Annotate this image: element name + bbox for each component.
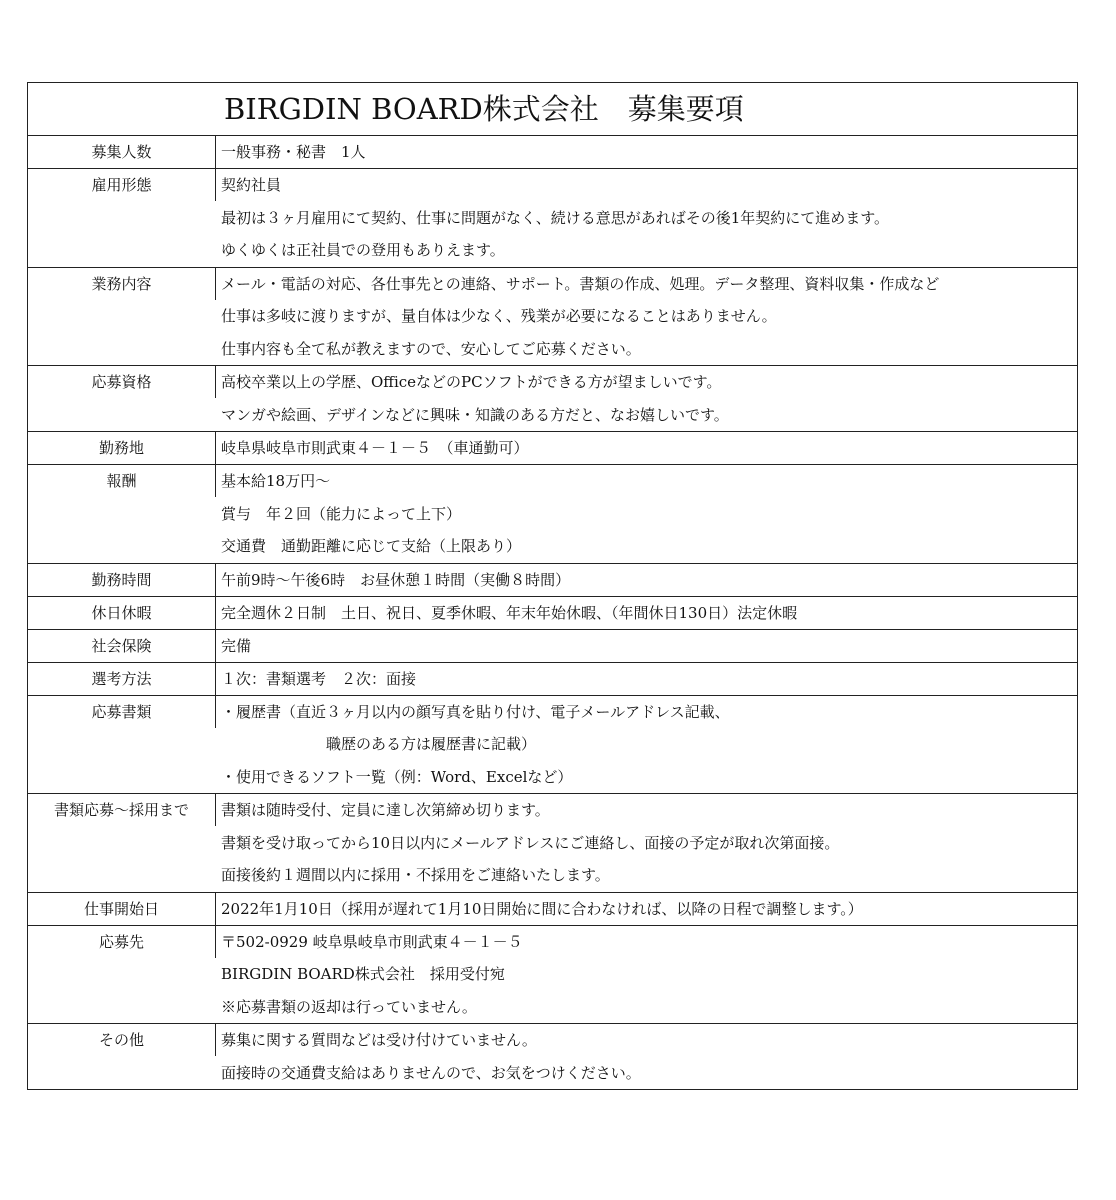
- content-line: 最初は３ヶ月雇用にて契約、仕事に問題がなく、続ける意思があればその後1年契約にて進めます。: [221, 208, 890, 227]
- row-content: [216, 597, 1077, 629]
- row-label: 雇用形態: [28, 169, 216, 201]
- row-label: 書類応募〜採用まで: [28, 794, 216, 826]
- content-line: 2022年1月10日（採用が遅れて1月10日開始に間に合わなければ、以降の日程で調整します。）: [221, 899, 863, 918]
- document-title: BIRGDIN BOARD株式会社 募集要項: [28, 83, 1077, 136]
- row-content: [216, 663, 1077, 695]
- content-line: ・使用できるソフト一覧（例：Word、Excelなど）: [221, 767, 573, 786]
- table-row: [28, 893, 1077, 926]
- row-content: [216, 432, 1077, 464]
- row-label: 休日休暇: [28, 597, 216, 629]
- content-line: ・履歴書（直近３ヶ月以内の顔写真を貼り付け、電子メールアドレス記載、: [221, 702, 730, 721]
- content-line: 岐阜県岐阜市則武東４－１－５ （車通勤可）: [221, 439, 529, 457]
- table-row: [28, 663, 1077, 696]
- content-line: 基本給18万円〜: [221, 472, 331, 490]
- recruitment-table: [27, 82, 1078, 1090]
- row-content: [216, 893, 1077, 925]
- content-line: ゆくゆくは正社員での登用もありえます。: [221, 241, 505, 259]
- content-line: 面接後約１週間以内に採用・不採用をご連絡いたします。: [221, 866, 610, 884]
- table-row: [28, 597, 1077, 630]
- row-content: [216, 630, 1077, 662]
- row-label: 社会保険: [28, 630, 216, 662]
- content-line: メール・電話の対応、各仕事先との連絡、サポート。書類の作成、処理。データ整理、資料収集・作成など: [221, 274, 940, 293]
- content-line: 賞与 年２回（能力によって上下）: [221, 504, 462, 523]
- row-label: 業務内容: [28, 268, 216, 300]
- content-line: 書類を受け取ってから10日以内にメールアドレスにご連絡し、面接の予定が取れ次第面接。: [221, 833, 840, 852]
- table-row: [28, 432, 1077, 465]
- row-label: 勤務時間: [28, 564, 216, 596]
- content-line: 面接時の交通費支給はありませんので、お気をつけください。: [221, 1063, 641, 1082]
- row-label: その他: [28, 1024, 216, 1056]
- row-label: 選考方法: [28, 663, 216, 695]
- row-content: [216, 564, 1077, 596]
- content-line: １次：書類選考 ２次：面接: [221, 669, 417, 688]
- table-row: [28, 696, 1077, 795]
- row-label: 報酬: [28, 465, 216, 497]
- table-row: [28, 926, 1077, 1025]
- content-line: 高校卒業以上の学歴、OfficeなどのPCソフトができる方が望ましいです。: [221, 373, 722, 391]
- content-line: 契約社員: [221, 176, 282, 194]
- content-line: 仕事内容も全て私が教えますので、安心してご応募ください。: [221, 339, 641, 358]
- table-body: [28, 136, 1077, 1089]
- content-line: 書類は随時受付、定員に達し次第締め切ります。: [221, 801, 550, 819]
- row-label: 仕事開始日: [28, 893, 216, 925]
- content-line: 完備: [221, 636, 252, 655]
- row-content: [216, 169, 1077, 267]
- content-line: マンガや絵画、デザインなどに興味・知識のある方だと、なお嬉しいです。: [221, 405, 729, 424]
- content-line: 〒502-0929 岐阜県岐阜市則武東４－１－５: [221, 932, 523, 951]
- row-content: [216, 366, 1077, 431]
- table-row: [28, 630, 1077, 663]
- table-row: [28, 268, 1077, 367]
- row-label: 募集人数: [28, 136, 216, 168]
- table-row: [28, 564, 1077, 597]
- table-row: [28, 794, 1077, 893]
- row-content: [216, 794, 1077, 892]
- content-line: ※応募書類の返却は行っていません。: [221, 997, 477, 1016]
- content-line: 募集に関する質問などは受け付けていません。: [221, 1031, 537, 1049]
- row-content: [216, 268, 1077, 366]
- row-label: 応募資格: [28, 366, 216, 398]
- content-line: 職歴のある方は履歴書に記載）: [221, 735, 537, 753]
- content-line: 仕事は多岐に渡りますが、量自体は少なく、残業が必要になることはありません。: [221, 307, 777, 325]
- row-content: [216, 1024, 1077, 1089]
- table-row: [28, 465, 1077, 564]
- row-label: 応募先: [28, 926, 216, 958]
- row-content: [216, 465, 1077, 563]
- row-content: [216, 696, 1077, 794]
- row-content: [216, 136, 1077, 168]
- row-label: 勤務地: [28, 432, 216, 464]
- content-line: 交通費 通勤距離に応じて支給（上限あり）: [221, 537, 522, 555]
- content-line: 完全週休２日制 土日、祝日、夏季休暇、年末年始休暇、（年間休日130日）法定休暇: [221, 603, 798, 622]
- content-line: 午前9時〜午後6時 お昼休憩１時間（実働８時間）: [221, 570, 571, 589]
- row-content: [216, 926, 1077, 1024]
- row-label: 応募書類: [28, 696, 216, 728]
- table-row: [28, 366, 1077, 432]
- table-row: [28, 1024, 1077, 1089]
- content-line: BIRGDIN BOARD株式会社 採用受付宛: [221, 965, 505, 983]
- content-line: 一般事務・秘書 1人: [221, 143, 366, 161]
- table-row: [28, 169, 1077, 268]
- table-row: [28, 136, 1077, 169]
